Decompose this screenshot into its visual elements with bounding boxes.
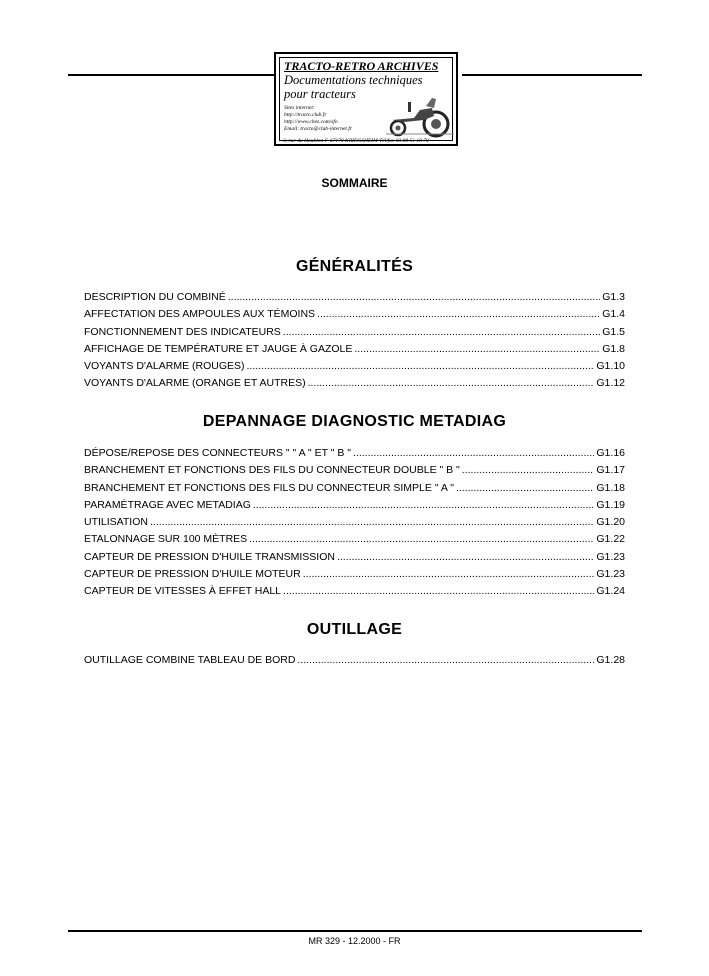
header-rule-right [462, 74, 642, 76]
toc-entry-page: G1.12 [596, 377, 625, 390]
toc-leader-dots [317, 306, 600, 323]
toc-entry-page: G1.8 [602, 342, 625, 355]
logo-email: Email: tracto@club-internet.fr [284, 126, 352, 132]
toc-leader-dots [150, 514, 594, 531]
toc-entry[interactable] [84, 341, 625, 358]
toc-entry[interactable] [84, 497, 625, 514]
section-heading-generalites: GÉNÉRALITÉS [295, 258, 414, 275]
toc-entry-page: G1.19 [596, 498, 625, 511]
toc-entry[interactable] [84, 514, 625, 531]
toc-entry-label: CAPTEUR DE PRESSION D'HUILE TRANSMISSION [84, 550, 335, 563]
toc-entry[interactable] [84, 549, 625, 566]
tractor-illustration [384, 96, 456, 138]
toc-entry-page: G1.24 [596, 585, 625, 598]
toc-list-outillage [84, 652, 625, 669]
toc-entry-label: CAPTEUR DE VITESSES À EFFET HALL [84, 585, 282, 598]
logo-site-1: http://tracto.club.fr [284, 112, 327, 118]
toc-entry[interactable] [84, 358, 625, 375]
toc-entry-label: AFFECTATION DES AMPOULES AUX TÉMOINS [84, 308, 316, 321]
toc-leader-dots [283, 324, 600, 341]
toc-entry[interactable] [84, 445, 625, 462]
toc-leader-dots [283, 583, 594, 600]
toc-entry-label: PARAMÉTRAGE AVEC METADIAG [84, 498, 251, 511]
toc-entry[interactable] [84, 652, 625, 669]
logo-title: TRACTO-RETRO ARCHIVES [284, 59, 439, 73]
toc-entry[interactable] [84, 531, 625, 548]
toc-leader-dots [253, 497, 595, 514]
toc-leader-dots [249, 531, 594, 548]
toc-entry[interactable] [84, 375, 625, 392]
toc-entry-label: BRANCHEMENT ET FONCTIONS DES FILS DU CONNECTEUR DOUBLE " B " [84, 464, 460, 477]
toc-entry-label: UTILISATION [84, 516, 148, 529]
toc-entry-label: DESCRIPTION DU COMBINÉ [84, 291, 226, 303]
toc-entry-label: VOYANTS D'ALARME (ROUGES) [84, 360, 245, 373]
section-heading-outillage: OUTILLAGE [306, 621, 403, 638]
toc-entry[interactable] [84, 566, 625, 583]
toc-list-depannage [84, 445, 625, 601]
toc-entry[interactable] [84, 583, 625, 600]
toc-leader-dots [303, 566, 595, 583]
toc-entry-label: BRANCHEMENT ET FONCTIONS DES FILS DU CONNECTEUR SIMPLE " A " [84, 481, 454, 494]
toc-leader-dots [308, 375, 595, 392]
toc-entry-page: G1.4 [602, 308, 625, 321]
document-reference: MR 329 - 12.2000 - FR [308, 936, 401, 946]
toc-leader-dots [337, 549, 594, 566]
toc-entry-page: G1.18 [596, 481, 625, 494]
toc-entry-page: G1.28 [596, 654, 625, 666]
logo-inner-frame [279, 57, 453, 144]
toc-entry-page: G1.20 [596, 516, 625, 529]
toc-leader-dots [456, 480, 594, 497]
section-heading-depannage: DEPANNAGE DIAGNOSTIC METADIAG [202, 413, 507, 430]
toc-entry[interactable] [84, 480, 625, 497]
toc-entry[interactable] [84, 289, 625, 306]
toc-entry-page: G1.23 [596, 568, 625, 581]
toc-leader-dots [228, 289, 600, 306]
toc-leader-dots [462, 462, 595, 479]
toc-entry-page: G1.5 [602, 325, 625, 338]
toc-entry-page: G1.23 [596, 550, 625, 563]
publisher-logo [274, 52, 458, 146]
toc-entry-label: FONCTIONNEMENT DES INDICATEURS [84, 325, 281, 338]
toc-entry-page: G1.16 [596, 447, 625, 459]
toc-entry-page: G1.22 [596, 533, 625, 546]
toc-leader-dots [247, 358, 595, 375]
toc-leader-dots [353, 445, 594, 462]
footer-rule [68, 930, 642, 932]
toc-leader-dots [354, 341, 600, 358]
logo-subtitle-line2: pour tracteurs [284, 87, 356, 101]
toc-entry[interactable] [84, 462, 625, 479]
toc-entry-label: CAPTEUR DE PRESSION D'HUILE MOTEUR [84, 568, 301, 581]
toc-list-generalites [84, 289, 625, 393]
toc-entry[interactable] [84, 324, 625, 341]
toc-entry-label: OUTILLAGE COMBINE TABLEAU DE BORD [84, 654, 296, 666]
toc-leader-dots [297, 652, 594, 669]
toc-entry[interactable] [84, 306, 625, 323]
header-rule-left [68, 74, 274, 76]
toc-entry-label: VOYANTS D'ALARME (ORANGE ET AUTRES) [84, 377, 306, 390]
toc-entry-page: G1.17 [596, 464, 625, 477]
page-title: SOMMAIRE [321, 176, 388, 190]
logo-subtitle-line1: Documentations techniques [284, 73, 423, 87]
toc-entry-label: DÉPOSE/REPOSE DES CONNECTEURS " " A " ET " B " [84, 447, 352, 459]
logo-site-2: http://www.chez.com/sfo [284, 119, 338, 125]
logo-sites-label: Sites internet: [284, 105, 315, 111]
toc-entry-label: ETALONNAGE SUR 100 MÈTRES [84, 533, 248, 546]
toc-entry-label: AFFICHAGE DE TEMPÉRATURE ET JAUGE À GAZOLE [84, 342, 353, 355]
logo-address: 3, rue du Houblon F-67170 KRIEGSHEIM Tél/fax 03 88 51 18 70 [283, 138, 429, 144]
toc-entry-page: G1.3 [602, 291, 625, 303]
toc-entry-page: G1.10 [596, 360, 625, 373]
